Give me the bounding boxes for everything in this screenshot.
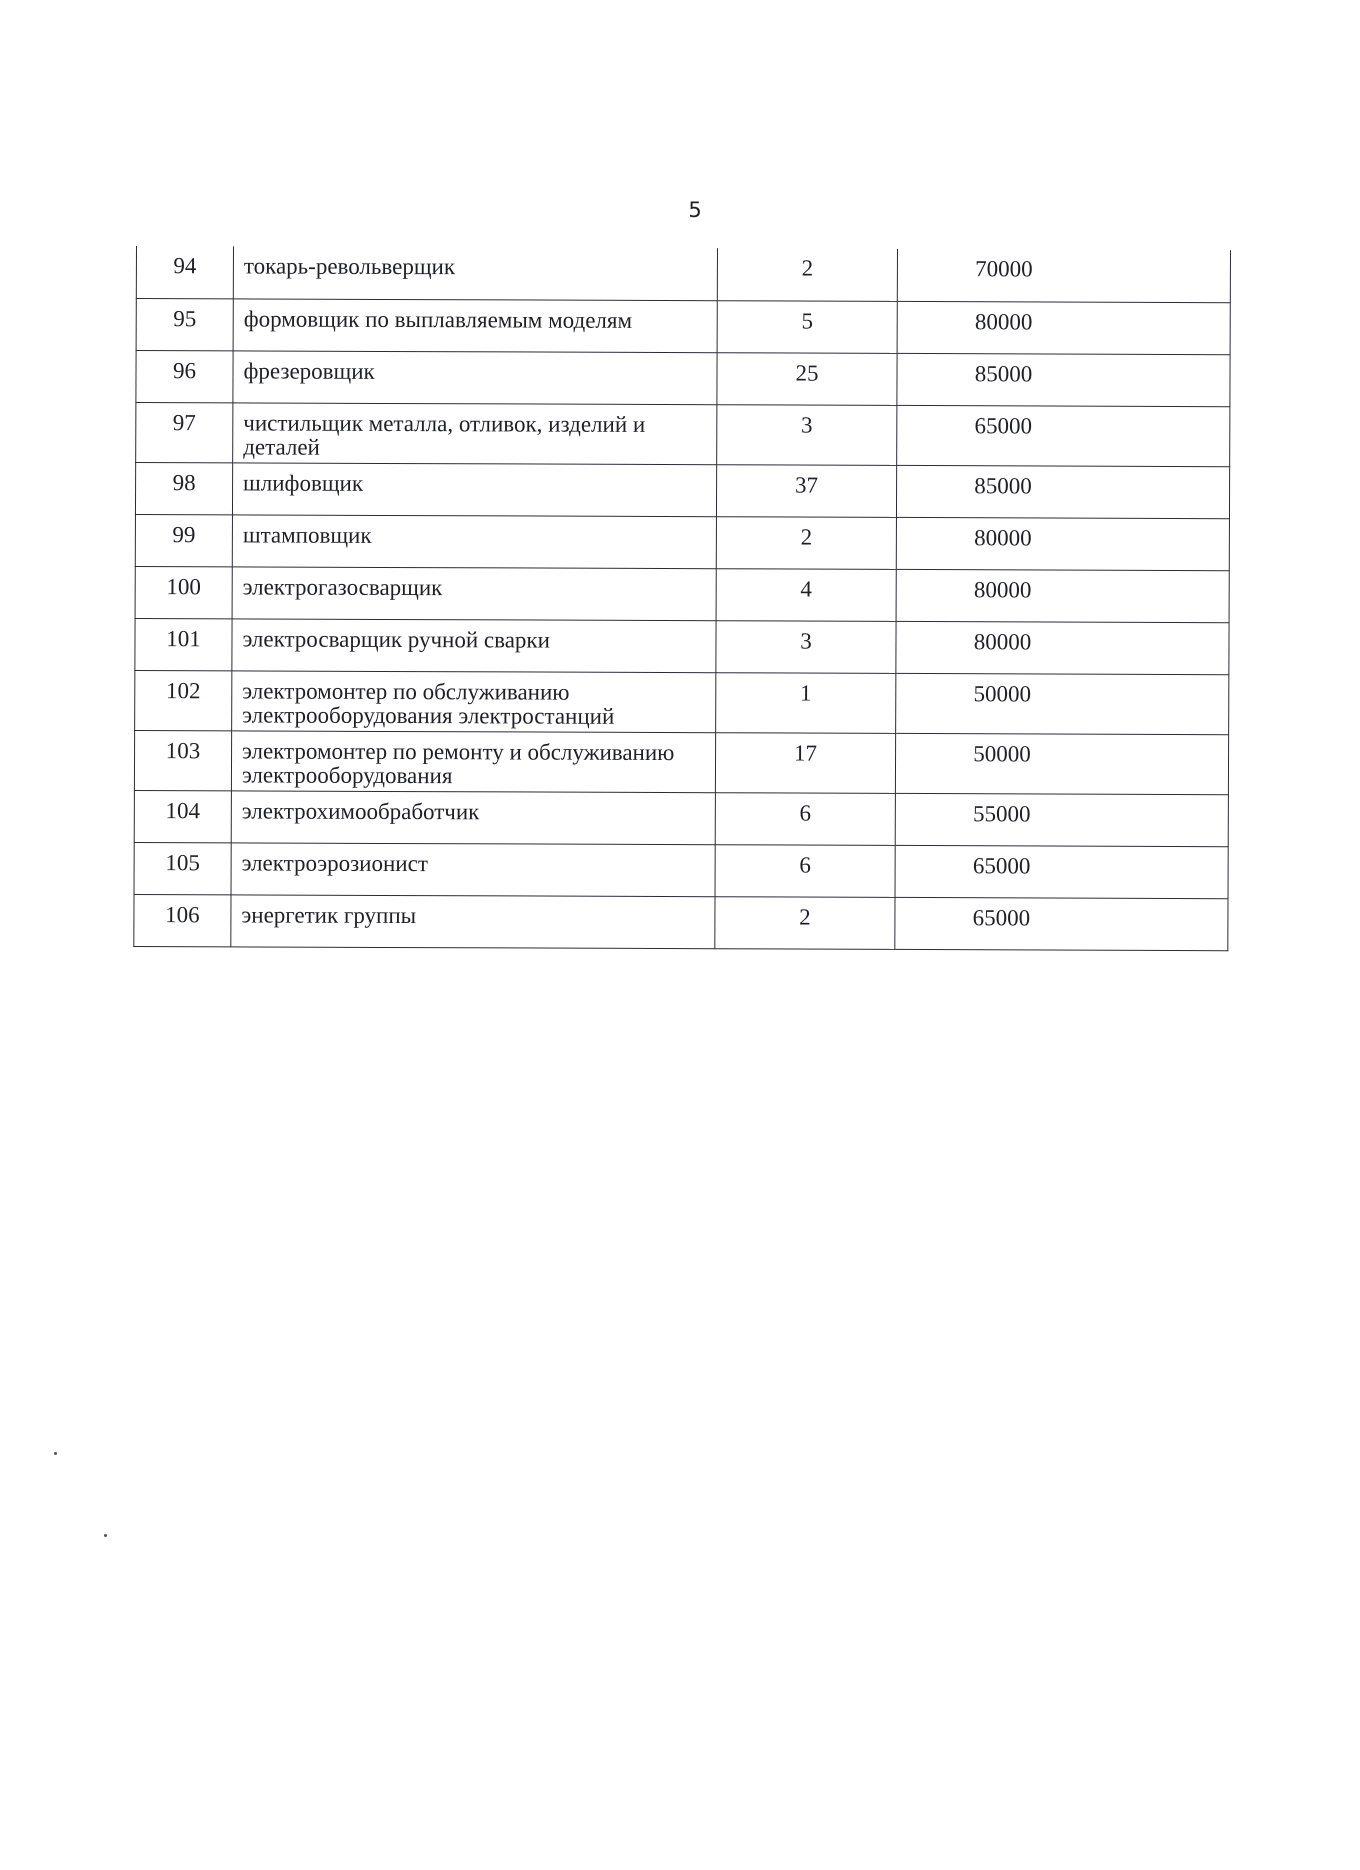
salary: 80000: [896, 569, 1229, 622]
row-number: 103: [134, 730, 231, 790]
table-row: [136, 298, 1230, 354]
table-row: [135, 462, 1229, 518]
scan-speck: [54, 1452, 57, 1455]
worker-count: 3: [716, 620, 896, 673]
scan-speck: [104, 1534, 107, 1537]
row-number: 100: [135, 566, 232, 618]
profession-name: токарь-револьверщик: [233, 246, 717, 300]
profession-name: электромонтер по обслуживанию электрооборудования электростанций: [232, 670, 716, 732]
salary: 55000: [895, 793, 1228, 846]
row-number: 105: [134, 842, 231, 894]
table-row: [136, 246, 1230, 302]
worker-count: 2: [716, 516, 896, 569]
profession-name: штамповщик: [232, 514, 716, 568]
worker-count: 6: [715, 844, 895, 897]
profession-name: формовщик по выплавляемым моделям: [233, 298, 717, 352]
worker-count: 2: [715, 896, 895, 949]
salary: 70000: [897, 249, 1230, 302]
profession-name: электрогазосварщик: [232, 566, 716, 620]
salary: 50000: [896, 673, 1229, 734]
profession-name: электроэрозионист: [231, 842, 715, 896]
row-number: 98: [135, 462, 232, 514]
row-number: 99: [135, 514, 232, 566]
page-number: 5: [688, 198, 702, 222]
profession-name: электросварщик ручной сварки: [232, 618, 716, 672]
salary: 80000: [897, 301, 1230, 354]
salary: 80000: [896, 517, 1229, 570]
table-row: [136, 350, 1230, 406]
worker-count: 1: [716, 672, 896, 733]
salary: 65000: [895, 897, 1228, 950]
table-row: [136, 402, 1230, 466]
table-row: [134, 790, 1228, 846]
row-number: 95: [136, 298, 233, 350]
worker-count: 25: [717, 352, 897, 405]
row-number: 96: [136, 350, 233, 402]
table-row: [134, 842, 1228, 898]
profession-name: энергетик группы: [231, 894, 715, 948]
row-number: 104: [134, 790, 231, 842]
profession-name: шлифовщик: [232, 462, 716, 516]
worker-count: 37: [716, 464, 896, 517]
row-number: 94: [136, 246, 233, 298]
table-row: [134, 730, 1228, 794]
table-row: [134, 894, 1228, 950]
worker-count: 2: [717, 248, 897, 301]
table-row: [135, 514, 1229, 570]
salary: 85000: [897, 353, 1230, 406]
salary: 65000: [895, 845, 1228, 898]
row-number: 97: [136, 402, 233, 462]
worker-count: 17: [715, 732, 895, 793]
profession-name: чистильщик металла, отливок, изделий и деталей: [233, 402, 717, 464]
table-row: [135, 566, 1229, 622]
profession-name: электромонтер по ремонту и обслуживанию электрооборудования: [231, 730, 715, 792]
salary: 85000: [896, 465, 1229, 518]
worker-count: 3: [717, 404, 897, 465]
row-number: 101: [135, 618, 232, 670]
salary: 65000: [897, 405, 1230, 466]
table-row: [135, 670, 1229, 734]
worker-count: 6: [715, 792, 895, 845]
row-number: 102: [135, 670, 232, 730]
profession-name: электрохимообработчик: [231, 790, 715, 844]
staff-table: [133, 246, 1231, 951]
salary: 50000: [895, 733, 1228, 794]
worker-count: 5: [717, 300, 897, 353]
table-row: [135, 618, 1229, 674]
worker-count: 4: [716, 568, 896, 621]
salary: 80000: [896, 621, 1229, 674]
profession-name: фрезеровщик: [233, 350, 717, 404]
row-number: 106: [134, 894, 231, 946]
